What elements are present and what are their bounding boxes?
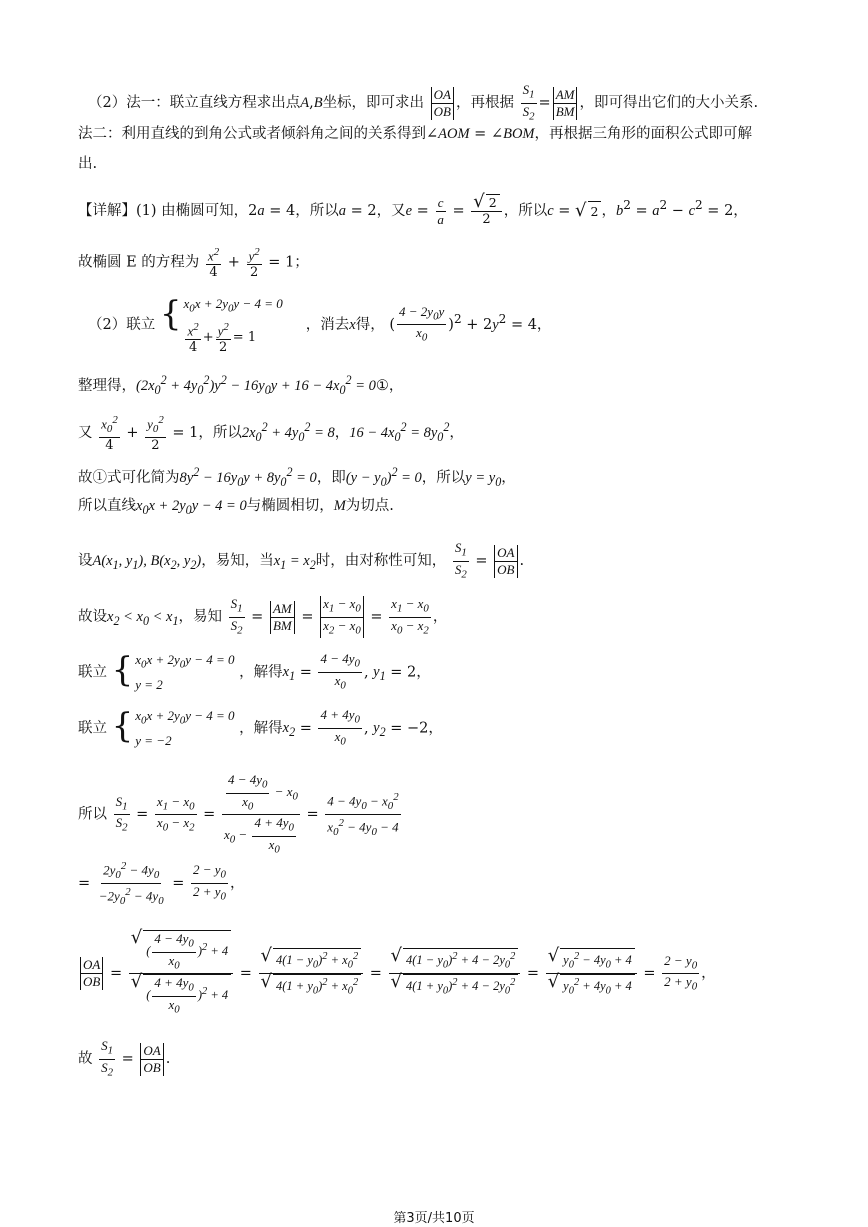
- text: ，消去: [305, 316, 350, 333]
- text: ，所以: [198, 424, 242, 441]
- text: 故①式可化简为: [78, 469, 180, 486]
- fraction-am-bm: $\frac{AM}{BM}$: [553, 87, 578, 120]
- detail-line-15: 故 $\frac{S_1}{S_2}$ = $\frac{OA}{OB}$ .: [78, 1038, 171, 1079]
- text: ，易知，当: [201, 553, 274, 570]
- detail-line-1: 【详解】(1) 由椭圆可知，2a = 4，所以a = 2，又e = $\frac{c}{a}$ = √ 2 2 ，所以c = √ 2 ，$b^2 = a^2 - c^2 = 2$，: [78, 191, 748, 227]
- fraction-s1-s2: $\frac{S_1}{S_2}$: [522, 82, 535, 123]
- text: 时，由对称性可知，: [315, 553, 447, 570]
- text: ，所以: [503, 203, 548, 219]
- fraction-oa-ob: $\frac{OA}{OB}$: [431, 87, 454, 120]
- method-line-3: [78, 154, 97, 174]
- text: ，解得: [239, 664, 283, 681]
- text: 所以: [78, 806, 107, 823]
- text: （2）联立: [88, 316, 156, 333]
- text: 设: [78, 553, 93, 570]
- method-line-2: 法二：利用直线的到角公式或者倾斜角之间的关系得到∠AOM = ∠BOM，再根据三角形的面积公式即可解: [78, 126, 752, 142]
- detail-line-8: 设$A(x_1$, $y_1$), $B(x_2$, $y_2$)，易知，当$x_1 = x_2$时，由对称性可知， $\frac{S_1}{S_2}$ = $\frac{OA}{OB}$ .: [78, 540, 525, 581]
- detail-line-2: 故椭圆 E 的方程为 $\frac{x^2}{4}$ + $\frac{y^2}{2}$ = 1；: [78, 246, 309, 281]
- system-of-equations: { $x_0x + 2y_0y - 4 = 0$ $\frac{x^2}{4}$ + $\frac{y^2}{2}$ = 1: [159, 294, 283, 355]
- detail-line-7: 所以直线$x_0x + 2y_0y - 4 = 0$与椭圆相切，M为切点.: [78, 498, 394, 517]
- text: ，再根据三角形的面积公式即可解: [534, 126, 752, 142]
- text: ，解得: [239, 720, 283, 737]
- detail-line-3: （2）联立 { $x_0x + 2y_0y - 4 = 0$ $\frac{x^2}{4}$ + $\frac{y^2}{2}$ = 1 ，消去x得， ( $\frac{4 - 2y_0y}{x_0}$ )$^2 + 2y^2 = 4$，: [88, 294, 552, 355]
- detail-line-4: 整理得，$(2x_0^2 + 4y_0^2)y^2 - 16y_0y + 16 - 4x_0^2$ = 0①，: [78, 373, 404, 397]
- text: 得，: [355, 316, 385, 333]
- text: 联立: [78, 664, 107, 681]
- text: 故椭圆 E 的方程为: [78, 254, 200, 271]
- detail-line-6: 故①式可化简为$8y^2 - 16y_0y + 8y_0^2 = 0$，即$(y - y_0)^2 = 0$，所以$y = y_0$，: [78, 465, 516, 489]
- detail-line-10: 联立 { $x_0x + 2y_0y - 4 = 0$ y = 2 ，解得$x_1$ = $\frac{4 - 4y_0}{x_0}$ , $y_1 = 2$，: [78, 650, 431, 692]
- text: ，所以: [295, 203, 339, 219]
- text: 故: [78, 1051, 93, 1068]
- text: 与椭圆相切，: [246, 498, 334, 514]
- text: 法二：利用直线的到角公式或者倾斜角之间的关系得到: [78, 126, 426, 142]
- detail-line-12: 所以 $\frac{S_1}{S_2}$ = $\frac{x_1 - x_0}{x_0 - x_2}$ = $\frac{4 - 4y_0}{x_0}$ − $x_0$ $x_0$ − $\frac{4 + 4y_0}{x_0}$ = $\frac{4 - 4y_0 - x_0^2}{x_0^2 - 4y_0 - 4}$: [78, 772, 399, 856]
- detail-line-13: = $\frac{2y_0^2 - 4y_0}{-2y_0^2 - 4y_0}$ = $\frac{2 - y_0}{2 + y_0}$ ，: [78, 860, 245, 907]
- text: 又: [78, 424, 93, 441]
- text: 联立: [78, 720, 107, 737]
- detail-line-9: 故设$x_2 < x_0 < x_1$，易知 $\frac{S_1}{S_2}$ = $\frac{AM}{BM}$ = $\frac{x_1 - x_0}{x_2 - x_0}$ = $\frac{x_1 - x_0}{x_0 - x_2}$ ，: [78, 596, 448, 637]
- text: 为切点.: [345, 498, 394, 514]
- text: （2）法一：联立直线方程求出点: [88, 95, 301, 112]
- text: 所以直线: [78, 498, 136, 514]
- detail-line-14: $\frac{OA}{OB}$ = √ ( $\frac{4 - 4y_0}{x_0}$ )$^2$ + 4 √ ( $\frac{4 + 4y_0}{x_0}$ )$^2$ + 4 = √ $4(1 - y_0)^2 + x_0^2$ √ $4(1 + y_0)^2 + x_0^2$ = √ $4(1 - y_0)^2 + 4 - 2y_0^2$ √ $4(1 + y_0)^2 + 4 - 2y_0^2$ = √ $y_0^2 - 4y_0 + 4$ √ $y_0^2 + 4y_0 + 4$ = $\frac{2 - y_0}{2 + y_0}$ ，: [78, 930, 716, 1017]
- text: 故设: [78, 609, 107, 626]
- text: 坐标，即可求出: [322, 95, 425, 112]
- text: 出.: [78, 156, 98, 172]
- page-number: 第3页/共10页: [393, 1211, 475, 1226]
- text: ，所以: [421, 469, 466, 486]
- text: ，即可得出它们的大小关系.: [579, 95, 759, 112]
- text: ，易知: [178, 609, 223, 626]
- text: ，即: [316, 469, 346, 486]
- text: 整理得，: [78, 377, 136, 394]
- detail-line-11: 联立 { $x_0x + 2y_0y - 4 = 0$ y = −2 ，解得$x_2$ = $\frac{4 + 4y_0}{x_0}$ , $y_2 = -2$，: [78, 706, 443, 748]
- detail-line-5: 又 $\frac{x_0^2}{4}$ + $\frac{y_0^2}{2}$ = 1，所以$2x_0^2 + 4y_0^2 = 8$，$16 - 4x_0^2 = 8y_0^2$，: [78, 414, 464, 453]
- text: ，再根据: [456, 95, 515, 112]
- text: ，又: [376, 203, 406, 219]
- method-line-1: （2）法一：联立直线方程求出点A,B坐标，即可求出 $\frac{OA}{OB}$ ，再根据 $\frac{S_1}{S_2}$ = $\frac{AM}{BM}$ ，即可得出它们的大小关系.: [88, 82, 759, 123]
- text: 【详解】(1) 由椭圆可知，: [78, 203, 249, 219]
